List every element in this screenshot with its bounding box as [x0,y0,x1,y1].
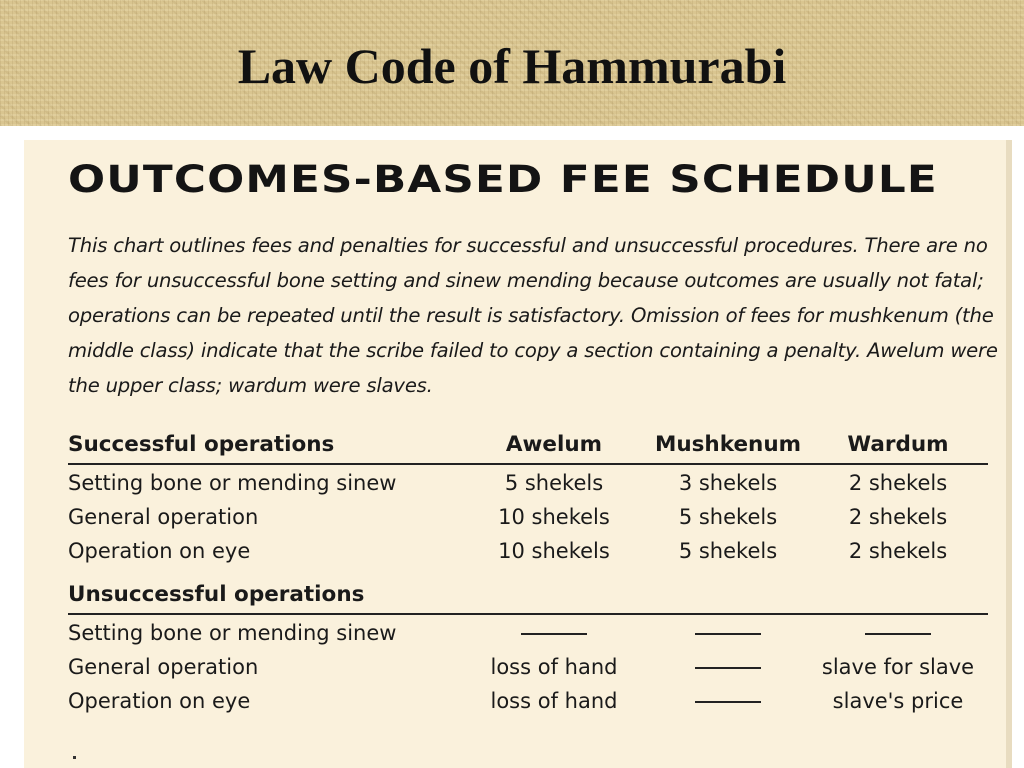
operation-name: General operation [68,505,259,529]
awelum-fee: 10 shekels [498,505,610,529]
fee-table [68,428,988,718]
wardum-fee: 2 shekels [848,471,948,495]
table-row [68,534,988,568]
successful-header-row [68,428,988,462]
column-wardum: Wardum [847,432,949,457]
fee-schedule-panel [24,140,1008,768]
dash-mark [521,633,587,635]
panel-edge [1006,140,1012,768]
dash-mark [695,667,761,669]
intro-paragraph: This chart outlines fees and penalties for successful and unsuccessful procedures. There are no fees for unsuccessful bone setting and sinew mending because outcomes are usually not fatal; operations can be repeated until the result is satisfactory. Omission of fees for mushkenum (the middle class) indicate that the scribe failed to copy a section containing a penalty. Awelum were the upper class; wardum were slaves. [68,234,998,397]
stray-mark [73,756,76,759]
divider [68,463,988,465]
wardum-penalty: slave's price [832,689,964,713]
column-mushkenum: Mushkenum [654,432,802,457]
mushkenum-fee: 3 shekels [678,471,778,495]
operation-name: Setting bone or mending sinew [68,621,397,645]
table-row [68,684,988,718]
dash-mark [865,633,931,635]
table-row [68,650,988,684]
dash-mark [695,633,761,635]
awelum-penalty: loss of hand [490,689,618,713]
operation-name: Operation on eye [68,689,251,713]
table-row [68,616,988,650]
awelum-fee: 5 shekels [504,471,604,495]
mushkenum-penalty-none [638,616,818,650]
column-awelum: Awelum [505,432,603,457]
unsuccessful-header-row [68,578,988,612]
awelum-penalty-none [462,616,646,650]
table-row [68,500,988,534]
slide-title: Law Code of Hammurabi [237,38,787,94]
operation-name: Operation on eye [68,539,251,563]
wardum-fee: 2 shekels [848,539,948,563]
operation-name: General operation [68,655,259,679]
mushkenum-fee: 5 shekels [678,505,778,529]
wardum-fee: 2 shekels [848,505,948,529]
wardum-penalty-none [808,616,988,650]
operation-name: Setting bone or mending sinew [68,471,397,495]
divider [68,613,988,615]
mushkenum-penalty-none [638,684,818,718]
awelum-penalty: loss of hand [490,655,618,679]
unsuccessful-section-label: Unsuccessful operations [68,582,365,607]
successful-section-label: Successful operations [68,432,335,457]
dash-mark [695,701,761,703]
wardum-penalty: slave for slave [821,655,975,679]
mushkenum-fee: 5 shekels [678,539,778,563]
mushkenum-penalty-none [638,650,818,684]
table-row [68,466,988,500]
awelum-fee: 10 shekels [498,539,610,563]
fee-schedule-heading: OUTCOMES-BASED FEE SCHEDULE [68,158,938,201]
